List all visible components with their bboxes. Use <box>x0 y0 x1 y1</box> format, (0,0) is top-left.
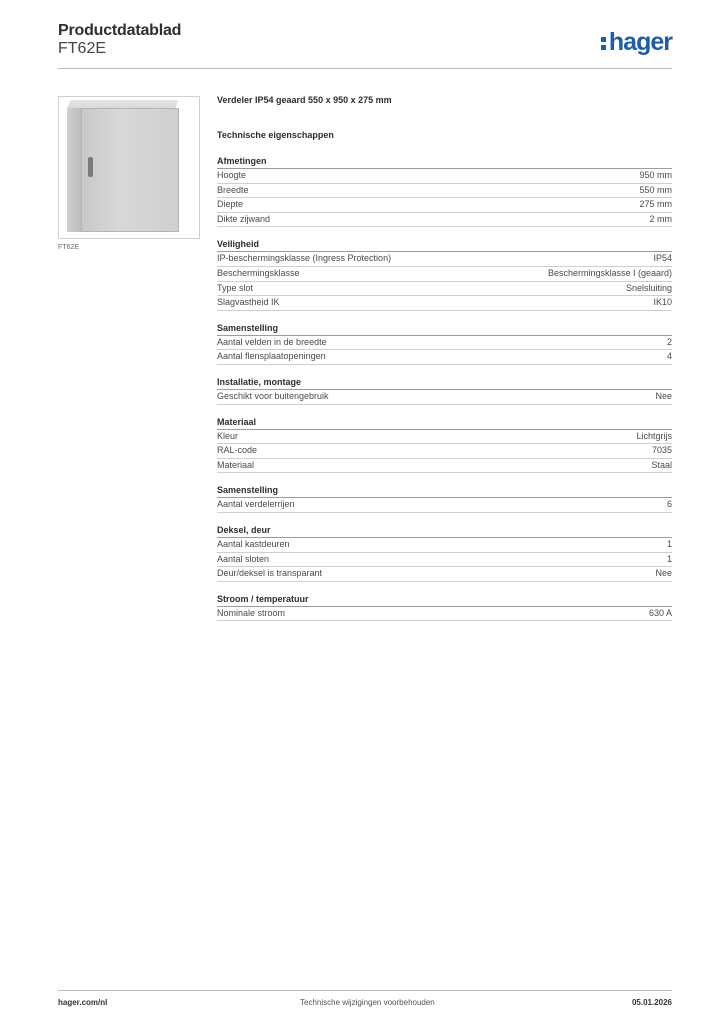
spec-row <box>217 607 672 622</box>
spec-value: Nee <box>655 390 672 401</box>
spec-value: 1 <box>666 553 672 564</box>
spec-section <box>217 322 672 365</box>
spec-label: Nominale stroom <box>217 607 286 618</box>
spec-section <box>217 524 672 582</box>
spec-content <box>217 95 672 621</box>
cabinet-handle <box>88 157 93 177</box>
spec-label: IP-beschermingsklasse (Ingress Protection) <box>217 253 392 264</box>
header-divider <box>58 68 672 69</box>
spec-row <box>217 459 672 474</box>
spec-value: Snelsluiting <box>625 282 672 293</box>
spec-row <box>217 538 672 553</box>
spec-row <box>217 213 672 228</box>
footer-disclaimer: Technische wijzigingen voorbehouden <box>300 998 435 1007</box>
spec-value: Staal <box>651 459 672 470</box>
spec-row <box>217 198 672 213</box>
product-description: Verdeler IP54 geaard 550 x 950 x 275 mm <box>217 95 392 105</box>
spec-row <box>217 567 672 582</box>
spec-row <box>217 282 672 297</box>
footer-date: 05.01.2026 <box>631 998 672 1007</box>
spec-label: RAL-code <box>217 445 258 456</box>
spec-label: Type slot <box>217 282 254 293</box>
footer-divider <box>58 990 672 991</box>
spec-label: Materiaal <box>217 459 255 470</box>
spec-value: Beschermingsklasse I (geaard) <box>547 267 672 278</box>
spec-row <box>217 430 672 445</box>
spec-value: IK10 <box>653 297 672 308</box>
spec-row <box>217 252 672 267</box>
spec-row <box>217 336 672 351</box>
image-caption: FT62E <box>58 244 80 251</box>
spec-label: Dikte zijwand <box>217 213 271 224</box>
spec-section <box>217 376 672 405</box>
spec-label: Hoogte <box>217 170 247 180</box>
spec-row <box>217 267 672 282</box>
section-title: Veiligheid <box>217 238 672 252</box>
product-image <box>58 96 200 239</box>
spec-value: 550 mm <box>639 184 672 195</box>
section-title: Stroom / temperatuur <box>217 593 672 607</box>
section-title: Afmetingen <box>217 155 672 169</box>
spec-row <box>217 184 672 199</box>
spec-value: 630 A <box>648 607 672 618</box>
spec-value: Nee <box>655 568 672 579</box>
spec-row <box>217 169 672 184</box>
spec-value: 2 <box>666 336 672 347</box>
spec-label: Beschermingsklasse <box>217 267 300 278</box>
spec-value: 950 mm <box>639 170 672 180</box>
hager-logo[interactable] <box>601 28 672 57</box>
spec-label: Aantal kastdeuren <box>217 538 290 549</box>
spec-label: Slagvastheid IK <box>217 297 280 308</box>
specs-title: Technische eigenschappen <box>217 130 334 140</box>
page-header <box>58 22 672 69</box>
logo-dots-icon <box>601 35 606 51</box>
spec-value: 4 <box>666 351 672 362</box>
spec-value: 6 <box>666 499 672 510</box>
spec-sections <box>217 155 672 621</box>
section-title: Deksel, deur <box>217 524 672 538</box>
section-title: Samenstelling <box>217 322 672 336</box>
spec-value: 1 <box>666 538 672 549</box>
spec-label: Aantal verdelerrijen <box>217 499 295 510</box>
footer-website[interactable]: hager.com/nl <box>58 998 108 1007</box>
spec-label: Kleur <box>217 430 239 441</box>
spec-row <box>217 444 672 459</box>
spec-section <box>217 238 672 310</box>
spec-section <box>217 155 672 227</box>
spec-row <box>217 553 672 568</box>
spec-section <box>217 416 672 474</box>
spec-row <box>217 498 672 513</box>
document-title: Productdatablad <box>58 22 182 39</box>
spec-label: Aantal flensplaatopeningen <box>217 351 326 362</box>
spec-value: 275 mm <box>639 199 672 210</box>
spec-label: Geschikt voor buitengebruik <box>217 390 329 401</box>
spec-section <box>217 593 672 622</box>
spec-value: 7035 <box>651 445 672 456</box>
spec-value: Lichtgrijs <box>636 430 672 441</box>
spec-row <box>217 390 672 405</box>
section-title: Installatie, montage <box>217 376 672 390</box>
spec-label: Aantal velden in de breedte <box>217 336 327 347</box>
spec-row <box>217 296 672 311</box>
product-code: FT62E <box>58 40 107 57</box>
spec-label: Aantal sloten <box>217 553 270 564</box>
logo-text: hager <box>608 28 672 56</box>
spec-value: 2 mm <box>649 213 672 224</box>
spec-section <box>217 484 672 513</box>
section-title: Materiaal <box>217 416 672 430</box>
section-title: Samenstelling <box>217 484 672 498</box>
spec-row <box>217 350 672 365</box>
spec-label: Diepte <box>217 199 244 210</box>
spec-value: IP54 <box>653 253 672 264</box>
spec-label: Breedte <box>217 184 249 195</box>
spec-label: Deur/deksel is transparant <box>217 568 323 579</box>
